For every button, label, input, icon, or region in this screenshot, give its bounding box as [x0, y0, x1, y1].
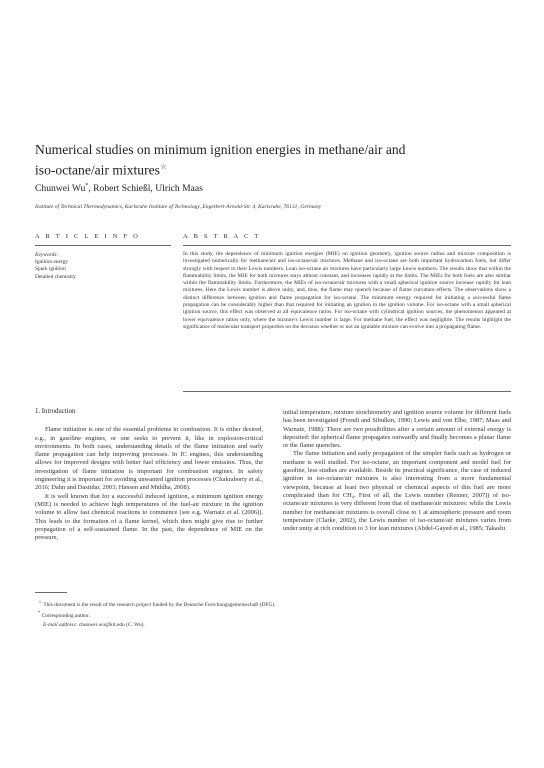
title-line-2: iso-octane/air mixtures: [35, 162, 160, 178]
left-column: [35, 408, 263, 542]
abstract-header: A B S T R A C T: [183, 233, 261, 240]
footnote-mark: *: [38, 610, 41, 616]
footnote-text: This document is the result of the research project funded by the Deutsche Forschungsgemeinschaft (DFG).: [43, 601, 276, 608]
abstract-top-rule: [183, 245, 511, 246]
section-heading: 1. Introduction: [35, 408, 76, 415]
footnote-rule: [35, 592, 67, 593]
keyword-item: Detailed chemistry: [35, 273, 76, 280]
body-paragraph: Flame initiation is one of the essential problems in combustion. It is either desired, e.g., in gasoline engines, or one seeks to prevent it, like in explosion-critical environments. In both cases, understanding details of the flame initiation and early flame propagation can help improving processes. In IC engines, this understanding allows for improved designs with better fuel efficiency and lower emission. Thus, the investigation of flame initiation is important for combustion engines. In safety engineering it is important for avoiding unwanted ignition processes (Chakraborty et al., 2016; Dahn and Dastidar, 2003; Hansen and Middha, 2008).: [35, 426, 263, 492]
footnotes: [35, 598, 505, 629]
keywords-block: [35, 252, 165, 281]
article-info-header: A R T I C L E I N F O: [35, 233, 141, 240]
article-info-rule: [35, 245, 171, 246]
email-address[interactable]: chunwei.wu@kit.edu (C. Wu).: [78, 621, 145, 628]
body-paragraph: initial temperature, mixture stoichiometry and ignition source volume for different fuels has been investigated (Frendi and Sibulkin, 1990; Lewis and von Elbe, 1987; Maas and Warnatz, 1988). There are two possibilities after a certain amount of external energy is deposited: the spherical flame propagates outwardly and finally becomes a planar flame or the flame quenches.: [283, 409, 511, 450]
abstract-bottom-rule: [183, 391, 511, 392]
coauthor-names: , Robert Schießl, Ulrich Maas: [88, 183, 203, 195]
keywords-label: Keywords:: [35, 252, 59, 258]
paper-title: [35, 141, 505, 179]
abstract-text: In this study, the dependence of minimum ignition energies (MIE) on ignition geometry, ignition source radius and mixture composition is investigated numerically for methane/air and iso-octane/air mixtures. Methane and iso-octane are both important hydrocarbon fuels, but differ strongly with respect to their Lewis numbers. Lean iso-octane air mixtures have particularly large Lewis numbers. The results show that within the flammability limits, the MIE for both mixtures stays almost constant, and increases rapidly at the limits. The MIEs for both fuels are also similar within the flammability limits. Furthermore, the MIEs of iso-octane/air mixtures with a small spherical ignition source increase rapidly for lean mixtures. Here the Lewis number is above unity, and, thus, the flame may quench because of flame curvature effects. The observations show a distinct difference between ignition and flame propagation for iso-octane. The minimum energy required for initiating a successful flame propagation can be considerably higher than that required for initiating an ignition in the ignition volume. For iso-octane with a small spherical ignition source, this effect was observed at all equivalence ratios. For iso-octane with cylindrical ignition sources, the phenomenon appeared at lower equivalence ratios only, where the mixture's Lewis number is large. For methane fuel, the effect was negligible. The results highlight the significance of molecular transport properties on the decision whether or not an ignitable mixture can evolve into a propagating flame.: [183, 251, 511, 330]
author-name: Chunwei Wu: [35, 183, 86, 195]
author-list: [35, 180, 505, 195]
footnote-mark: ☆: [38, 599, 43, 604]
title-line-1: Numerical studies on minimum ignition energies in methane/air and: [35, 142, 406, 157]
body-paragraph: It is well known that for a successful induced ignition, a minimum ignition energy (MIE) is needed to achieve high temperatures of the fuel-air mixture in the ignition volume to allow fast chemical reactions to commence (see e.g. Warnatz et al. (2006)). This leads to the formation of a flame kernel, which then might give rise to further propagation of a self-sustained flame. In the past, the dependence of MIE on the pressure,: [35, 492, 263, 542]
affiliation: Institute of Technical Thermodynamics, Karlsruhe Institute of Technology, Engelbert-Arnold-Str. 4, Karlsruhe, 76131, Germany: [35, 204, 322, 210]
title-footnote-mark[interactable]: ☆: [159, 162, 168, 171]
footnote-corresponding: [35, 609, 505, 620]
keyword-item: Ignition energy: [35, 259, 68, 266]
body-paragraph: The flame initiation and early propagation of the simpler fuels such as hydrogen or methane is well studied. For iso-octane, an important component and model fuel for gasoline, less studies are available. Beside its practical significance, the case of induced ignition in iso-octane/air mixtures is also interesting from a more fundamental viewpoint, because at least two physical or chemical aspects of this fuel are more complicated than for CH₄. First of all, the Lewis number (Renner, 2007)) of iso-octane/air mixtures is very different from that of methane/air mixtures: while the Lewis number for methane/air mixtures is overall close to 1 at atmospheric pressure and room temperature (Clarke, 2002), the Lewis number of iso-octane/air mixtures varies from under unity at rich condition to 3 for lean mixtures (Abdel-Gayed et al., 1985; Takashi: [283, 450, 511, 533]
email-label: E-mail address:: [43, 621, 78, 628]
right-column: [283, 409, 511, 533]
footnote-funding: [35, 598, 505, 609]
footnote-email: [35, 621, 505, 630]
keyword-item: Spark ignition: [35, 266, 66, 273]
footnote-text: Corresponding author.: [41, 613, 90, 620]
corresponding-author-mark[interactable]: *: [85, 183, 89, 189]
